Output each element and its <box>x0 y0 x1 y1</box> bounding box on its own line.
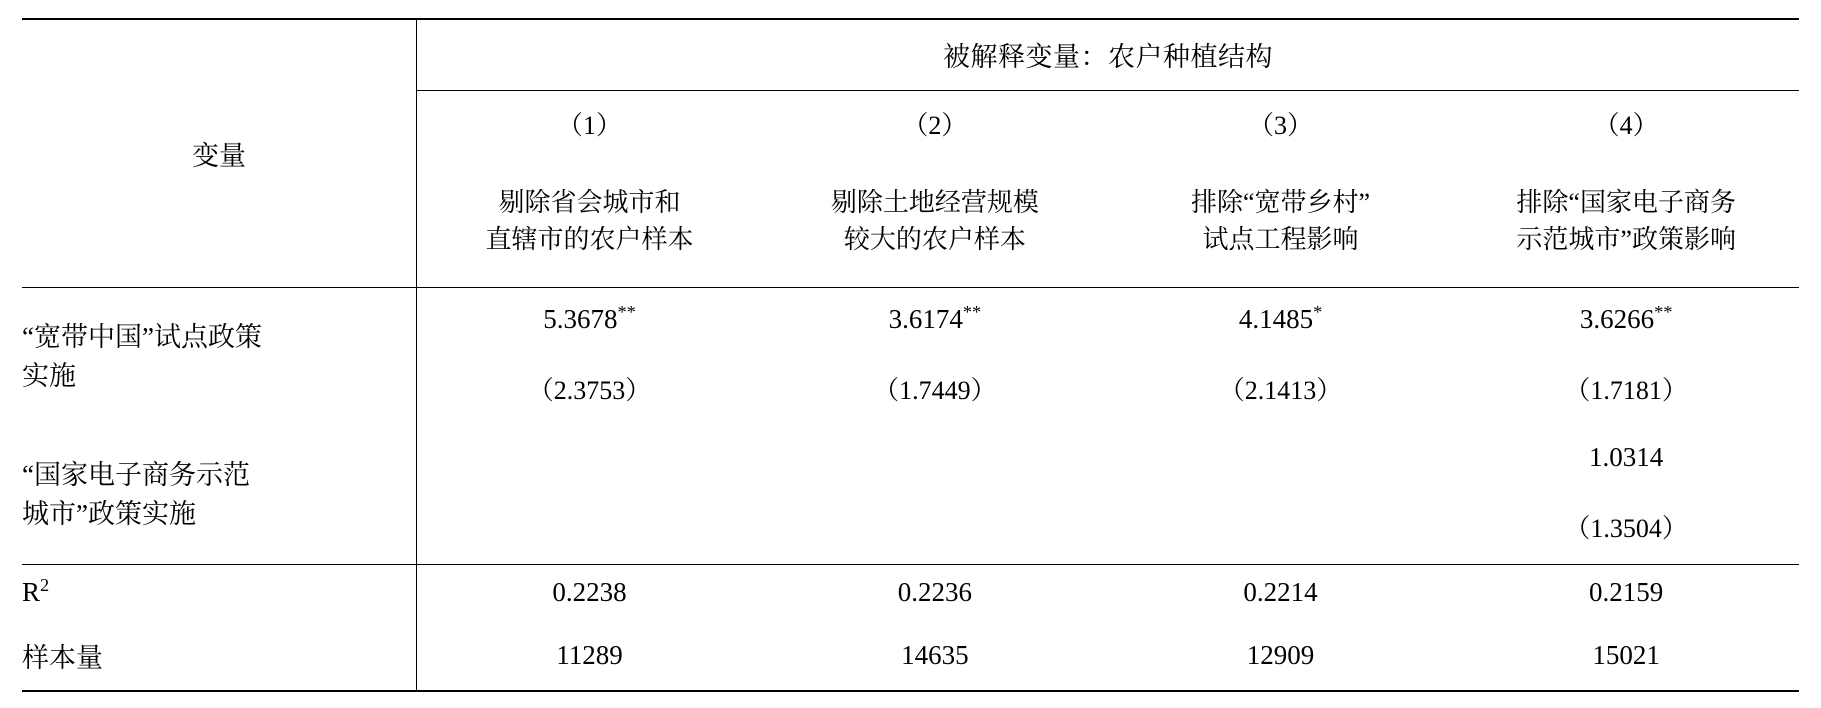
table-row <box>22 620 1799 691</box>
column-number-4: （4） <box>1593 111 1659 141</box>
header-dependent-variable: 被解释变量：农户种植结构 <box>416 19 1799 90</box>
coefficient-r1-c1 <box>416 287 762 351</box>
row-label-ecommerce-demo-city-line2: 城市”政策实施 <box>22 499 196 530</box>
column-caption-1-line1: 剔除省会城市和 <box>498 187 681 217</box>
stat-r-squared-c4: 0.2159 <box>1453 565 1799 621</box>
column-caption-3-line1: 排除“宽带乡村” <box>1191 187 1371 217</box>
std-error-r2-c4: （1.3504） <box>1564 514 1688 544</box>
std-error-r2-c3 <box>1108 489 1454 565</box>
stat-sample-size-c1: 11289 <box>416 620 762 691</box>
coefficient-value-r1-c1: 5.3678 <box>543 304 618 335</box>
stat-r-squared-c3: 0.2214 <box>1108 565 1454 621</box>
row-label-broadband-china-line1: “宽带中国”试点政策 <box>22 321 262 352</box>
column-caption-3 <box>1108 156 1454 287</box>
column-caption-3-line2: 试点工程影响 <box>1202 224 1359 254</box>
row-label-broadband-china-line2: 实施 <box>22 361 76 391</box>
stat-r-squared-c2: 0.2236 <box>762 565 1108 621</box>
stat-label-r-squared <box>22 565 416 621</box>
coefficient-r1-c4 <box>1453 287 1799 351</box>
coefficient-r2-c3 <box>1108 426 1454 489</box>
row-label-ecommerce-demo-city-line1: “国家电子商务示范 <box>22 460 250 491</box>
column-caption-1 <box>416 156 762 287</box>
stat-label-sample-size: 样本量 <box>22 620 416 691</box>
stat-label-r-squared-text: R <box>22 577 41 608</box>
coefficient-value-r1-c4: 3.6266 <box>1579 304 1655 335</box>
coefficient-value-r2-c4: 1.0314 <box>1589 442 1664 473</box>
column-number-2: （2） <box>902 111 968 141</box>
std-error-r2-c1 <box>416 489 762 565</box>
column-caption-4-line2: 示范城市”政策影响 <box>1516 224 1736 254</box>
table-row <box>22 287 1799 351</box>
column-caption-1-line2: 直辖市的农户样本 <box>485 224 694 254</box>
column-number-1: （1） <box>557 111 623 141</box>
stat-label-r-squared-superscript: 2 <box>40 575 50 596</box>
stat-r-squared-c1: 0.2238 <box>416 565 762 621</box>
column-number-3: （3） <box>1248 111 1314 141</box>
coefficient-r1-c3 <box>1108 287 1454 351</box>
column-caption-2-line2: 较大的农户样本 <box>843 224 1026 254</box>
coefficient-r2-c4 <box>1453 426 1799 489</box>
stat-sample-size-c3: 12909 <box>1108 620 1454 691</box>
row-label-ecommerce-demo-city <box>22 426 416 565</box>
table-row <box>22 565 1799 621</box>
stat-sample-size-c4: 15021 <box>1453 620 1799 691</box>
regression-table <box>22 18 1799 692</box>
significance-stars-r1-c2: ** <box>962 302 982 323</box>
table-header-row-dependent <box>22 19 1799 90</box>
column-caption-2 <box>762 156 1108 287</box>
coefficient-r1-c2 <box>762 287 1108 351</box>
column-caption-4 <box>1453 156 1799 287</box>
coefficient-r2-c2 <box>762 426 1108 489</box>
significance-stars-r1-c3: * <box>1313 302 1323 323</box>
coefficient-r2-c1 <box>416 426 762 489</box>
std-error-r1-c1: （2.3753） <box>527 376 652 406</box>
table-row <box>22 426 1799 489</box>
std-error-r1-c2: （1.7449） <box>873 376 997 406</box>
significance-stars-r1-c1: ** <box>617 302 636 323</box>
coefficient-value-r1-c2: 3.6174 <box>888 304 963 335</box>
std-error-r2-c2 <box>762 489 1108 565</box>
std-error-r1-c3: （2.1413） <box>1218 376 1343 406</box>
std-error-r1-c4: （1.7181） <box>1564 376 1688 406</box>
column-caption-2-line1: 剔除土地经营规模 <box>830 187 1039 217</box>
coefficient-value-r1-c3: 4.1485 <box>1238 304 1314 335</box>
column-caption-4-line1: 排除“国家电子商务 <box>1516 187 1736 217</box>
stat-sample-size-c2: 14635 <box>762 620 1108 691</box>
significance-stars-r1-c4: ** <box>1654 302 1673 323</box>
row-label-broadband-china <box>22 287 416 426</box>
header-variable-label: 变量 <box>22 19 416 287</box>
